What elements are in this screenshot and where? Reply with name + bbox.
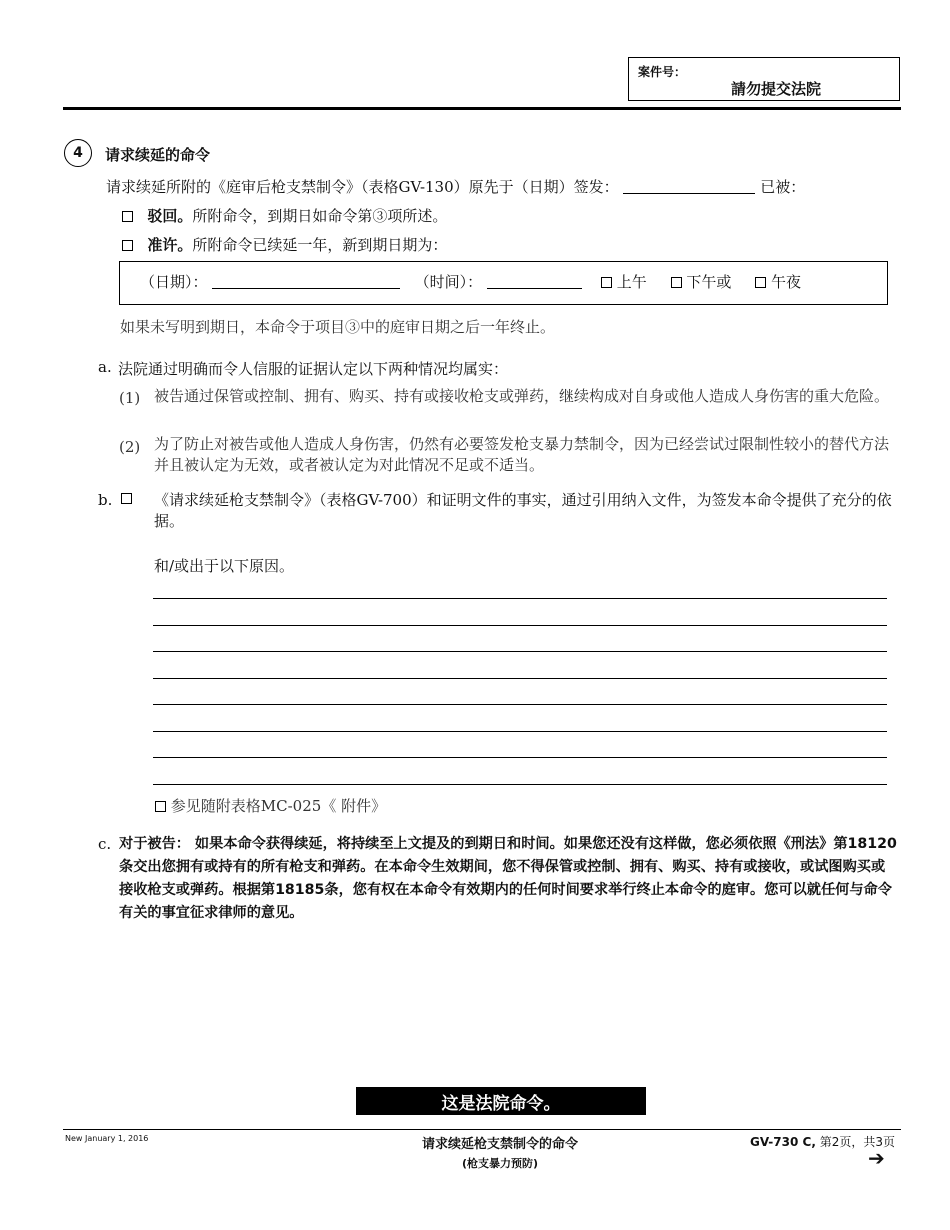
reason-line[interactable] [153, 704, 887, 705]
section-b-label: b. [98, 491, 113, 509]
new-expiration-row [140, 271, 801, 292]
am-checkbox[interactable] [601, 277, 612, 288]
granted-label: 准许。 [147, 236, 193, 254]
renewal-intro-text: 请求续延所附的《庭审后枪支禁制令》（表格GV-130）原先于（日期）签发： [106, 178, 619, 196]
attachment-option [155, 795, 386, 816]
reason-line[interactable] [153, 651, 887, 652]
original-date-field[interactable] [623, 179, 755, 194]
renewal-intro-suffix: 已被： [760, 178, 806, 196]
midnight-label: 午夜 [771, 273, 802, 291]
granted-checkbox[interactable] [122, 240, 133, 251]
expiration-time-field[interactable] [487, 274, 582, 289]
reason-prompt: 和/或出于以下原因。 [154, 557, 295, 575]
incorporate-by-reference-checkbox[interactable] [121, 493, 132, 504]
granted-option [122, 234, 447, 255]
denied-label: 驳回。 [147, 207, 193, 225]
reason-line[interactable] [153, 731, 887, 732]
reason-line[interactable] [153, 598, 887, 599]
reason-line[interactable] [153, 625, 887, 626]
date-label: （日期）： [140, 273, 208, 291]
reason-line[interactable] [153, 678, 887, 679]
finding-1-text: 被告通过保管或控制、拥有、购买、持有或接收枪支或弹药，继续构成对自身或他人造成人身伤害的重大危险。 [154, 387, 890, 405]
finding-2-number: (2) [119, 438, 141, 456]
midnight-checkbox[interactable] [755, 277, 766, 288]
section-b-text: 《请求续延枪支禁制令》（表格GV-700）和证明文件的事实，通过引用纳入文件，为签发本命令提供了充分的依据。 [154, 491, 892, 530]
next-page-arrow-icon: ➔ [868, 1146, 885, 1170]
am-label: 上午 [616, 273, 647, 291]
reason-line[interactable] [153, 757, 887, 758]
granted-text: 所附命令已续延一年，新到期日期为： [192, 236, 448, 254]
denied-option [122, 205, 447, 226]
case-number-box [628, 57, 900, 101]
respondent-notice-text: 对于被告： 如果本命令获得续延，将持续至上文提及的到期日和时间。如果您还没有这样做，您必须依照《刑法》第18120条交出您拥有或持有的所有枪支和弹药。在本命令生效期间，您不得保管或控制、拥有、购买、持有或接收，或试图购买或接收枪支或弹药。根据第18185条，您有权在本命令有效期内的任何时间要求举行终止本命令的庭审。您可以就任何与命令有关的事宜征求律师的意见。 [119, 836, 897, 921]
finding-2-text: 为了防止对被告或他人造成人身伤害，仍然有必要签发枪支暴力禁制令，因为已经尝试过限制性较小的替代方法并且被认定为无效，或者被认定为对此情况不足或不适当。 [154, 435, 890, 474]
revision-date: New January 1, 2016 [65, 1134, 149, 1143]
pm-checkbox[interactable] [671, 277, 682, 288]
footer-divider [63, 1129, 901, 1130]
attachment-checkbox[interactable] [155, 801, 166, 812]
denied-checkbox[interactable] [122, 211, 133, 222]
finding-1-number: (1) [119, 389, 141, 407]
do-not-file-note: 請勿提交法院 [731, 80, 822, 98]
form-number-and-page [700, 1133, 895, 1150]
section-a-text: 法院通过明确而令人信服的证据认定以下两种情况均属实： [118, 360, 509, 378]
pm-label: 下午或 [686, 273, 732, 291]
renewal-intro-line [106, 176, 805, 197]
expiration-date-field[interactable] [212, 274, 400, 289]
header-divider [63, 107, 901, 110]
form-subtitle: (枪支暴力预防) [461, 1157, 539, 1170]
reason-line[interactable] [153, 784, 887, 785]
court-order-banner: 这是法院命令。 [356, 1087, 646, 1115]
new-expiration-box [119, 261, 888, 305]
item-title: 请求续延的命令 [105, 146, 211, 164]
case-number-label: 案件号： [638, 65, 687, 79]
denied-text: 所附命令，到期日如命令第③项所述。 [192, 207, 448, 225]
expiration-default-note: 如果未写明到期日，本命令于项目③中的庭审日期之后一年终止。 [120, 318, 556, 336]
section-a-label: a. [98, 358, 112, 376]
page-info: 第2页，共3页 [819, 1135, 895, 1149]
form-title: 请求续延枪支禁制令的命令 [421, 1137, 578, 1152]
time-label: （时间）： [414, 273, 483, 291]
item-number-badge: 4 [64, 139, 92, 167]
form-number: GV-730 C, [750, 1135, 816, 1149]
attachment-text: 参见随附表格MC-025《 附件》 [170, 797, 387, 815]
section-c-label: c. [98, 835, 112, 853]
